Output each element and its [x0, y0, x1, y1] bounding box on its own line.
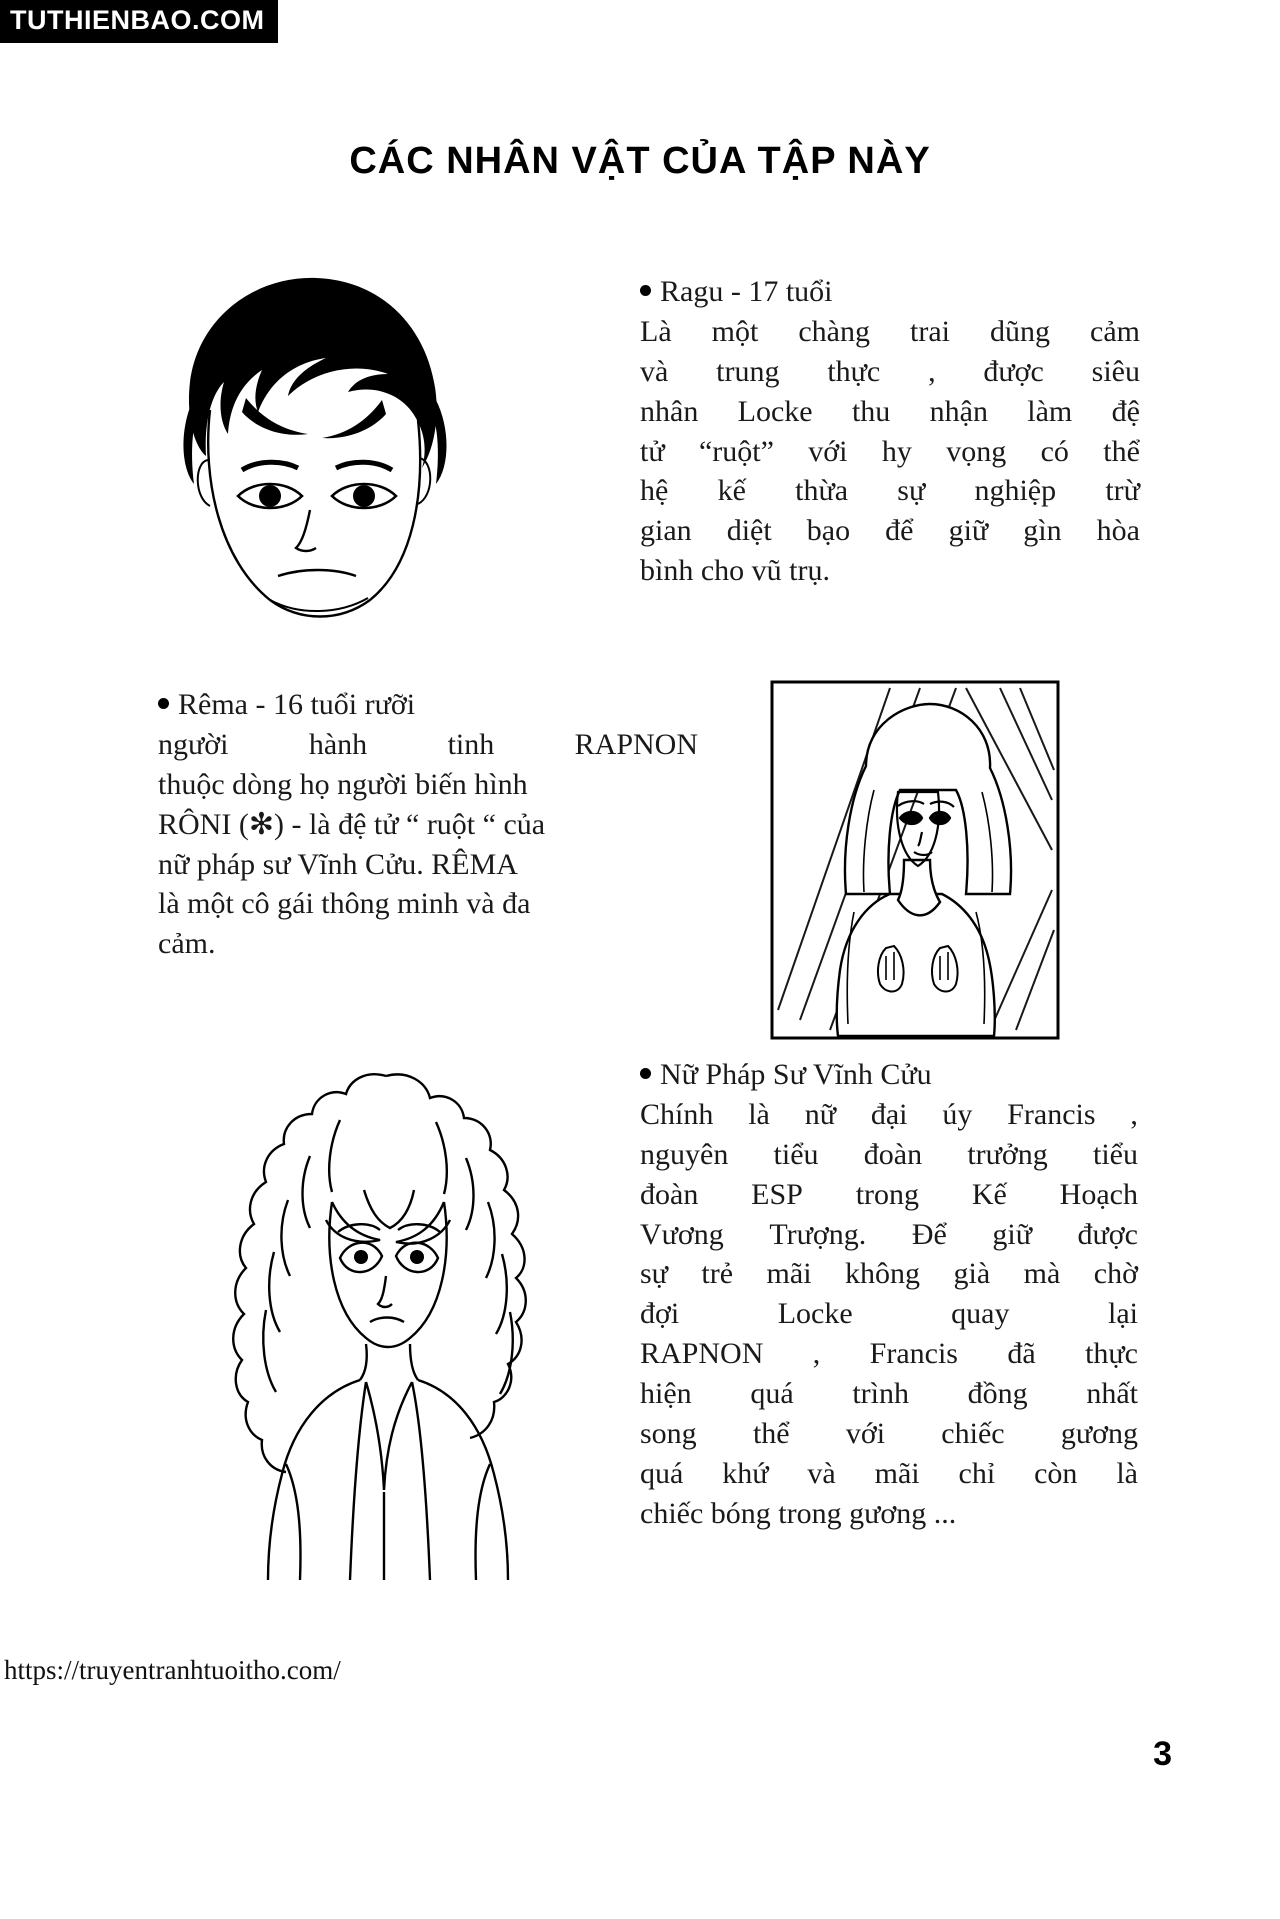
- sorceress-line-11: chiếc bóng trong gương ...: [640, 1496, 957, 1530]
- rema-heading-line: [158, 685, 698, 725]
- rema-line-2: thuộc dòng họ người biến hình: [158, 767, 528, 801]
- character-block-ragu: [640, 272, 1140, 591]
- rema-line-3: RÔNI (✻) - là đệ tử “ ruột “ của: [158, 807, 546, 841]
- ragu-portrait-illustration: [150, 270, 480, 650]
- character-block-sorceress: [640, 1055, 1138, 1534]
- sorceress-line-3: đoàn ESP trong Kế Hoạch: [640, 1177, 1138, 1211]
- sorceress-line-5: sự trẻ mãi không già mà chờ: [640, 1257, 1138, 1291]
- rema-line-5: là một cô gái thông minh và đa: [158, 887, 531, 921]
- sorceress-heading-line: [640, 1055, 1138, 1095]
- character-block-rema: [158, 685, 698, 964]
- ragu-line-2: và trung thực , được siêu: [640, 354, 1140, 388]
- sorceress-line-7: RAPNON , Francis đã thực: [640, 1337, 1138, 1371]
- ragu-heading-line: [640, 272, 1140, 312]
- sorceress-line-10: quá khứ và mãi chỉ còn là: [640, 1456, 1138, 1490]
- sorceress-line-2: nguyên tiểu đoàn trưởng tiểu: [640, 1137, 1138, 1171]
- page-number: 3: [1153, 1735, 1172, 1773]
- rema-portrait-illustration: [190, 1060, 580, 1590]
- bullet-icon: [158, 698, 169, 709]
- page-title: CÁC NHÂN VẬT CỦA TẬP NÀY: [349, 140, 931, 182]
- priestess-portrait-illustration: [770, 680, 1060, 1040]
- ragu-line-7: bình cho vũ trụ.: [640, 554, 830, 588]
- sorceress-line-1: Chính là nữ đại úy Francis ,: [640, 1097, 1138, 1131]
- sorceress-line-9: song thể với chiếc gương: [640, 1417, 1138, 1451]
- rema-line-6: cảm.: [158, 927, 216, 961]
- bullet-icon: [640, 1068, 651, 1079]
- ragu-line-1: Là một chàng trai dũng cảm: [640, 314, 1140, 348]
- sorceress-heading: Nữ Pháp Sư Vĩnh Cửu: [660, 1058, 932, 1091]
- rema-line-4: nữ pháp sư Vĩnh Cửu. RÊMA: [158, 847, 518, 881]
- rema-heading: Rêma - 16 tuổi rưỡi: [178, 688, 416, 721]
- site-watermark: TUTHIENBAO.COM: [0, 0, 278, 43]
- sorceress-line-6: đợi Locke quay lại: [640, 1297, 1138, 1331]
- sorceress-line-4: Vương Trượng. Để giữ được: [640, 1217, 1138, 1251]
- sorceress-line-8: hiện quá trình đồng nhất: [640, 1377, 1138, 1411]
- ragu-line-6: gian diệt bạo để giữ gìn hòa: [640, 514, 1140, 548]
- ragu-line-5: hệ kế thừa sự nghiệp trừ: [640, 474, 1140, 508]
- source-url: https://truyentranhtuoitho.com/: [4, 1655, 341, 1685]
- rema-line-1: người hành tinh RAPNON: [158, 727, 698, 761]
- bullet-icon: [640, 285, 651, 296]
- ragu-heading: Ragu - 17 tuổi: [660, 275, 833, 308]
- ragu-line-4: tử “ruột” với hy vọng có thể: [640, 434, 1140, 468]
- ragu-line-3: nhân Locke thu nhận làm đệ: [640, 394, 1140, 428]
